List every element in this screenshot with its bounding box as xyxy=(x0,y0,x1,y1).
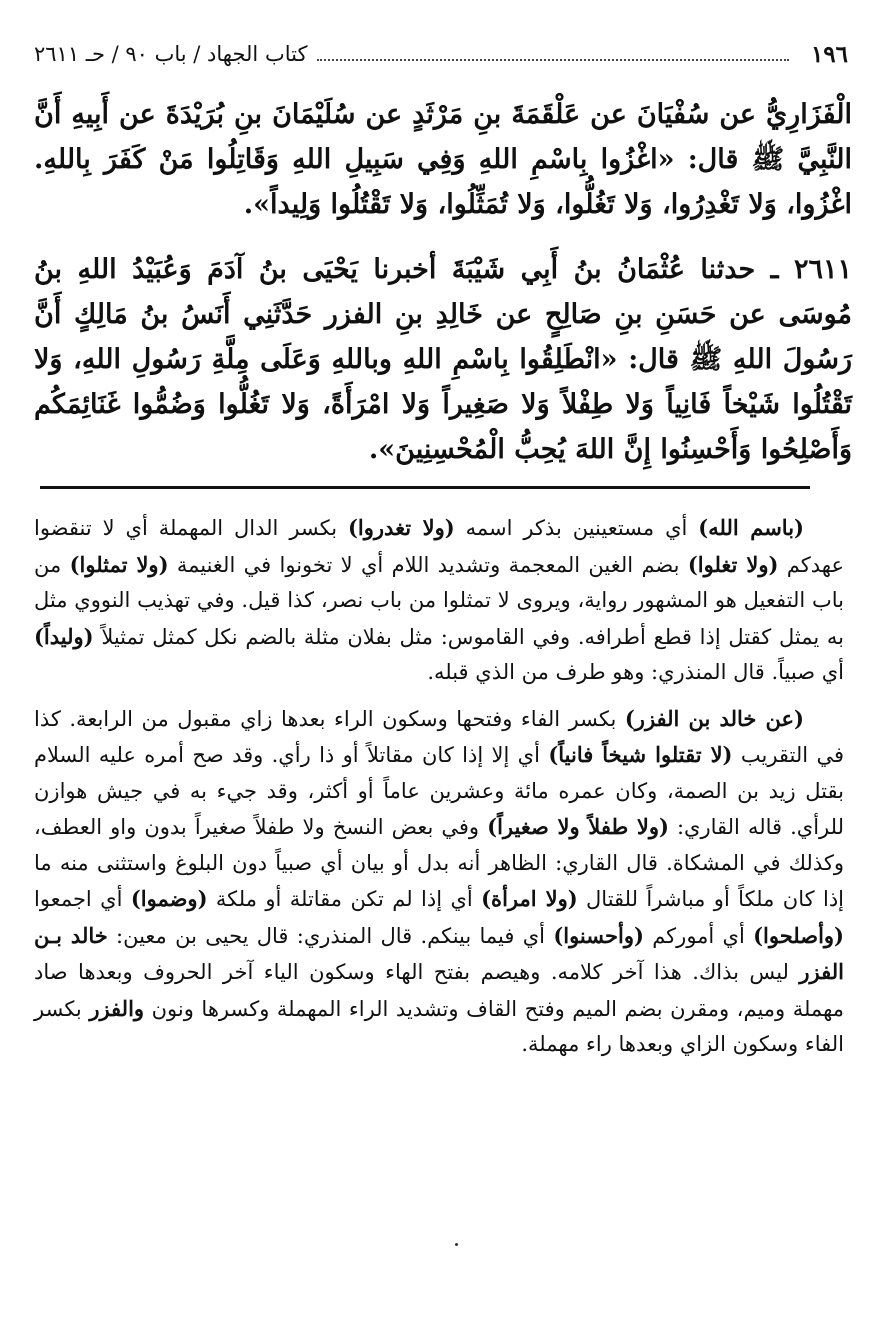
term: (وأصلحوا) xyxy=(753,922,844,948)
term: (عن خالد بن الفزر) xyxy=(624,705,804,731)
term: (ولا تمثلوا) xyxy=(69,551,169,577)
gloss: بكسر الفاء وفتحها وسكون الراء بعدها زاي مقبول من الرابعة. كذا في التقريب xyxy=(34,706,845,767)
hadith-number: ٢٦١١ xyxy=(794,254,853,285)
term: (وليداً) xyxy=(34,623,94,649)
hadith-2611-text: ـ حدثنا عُثْمَانُ بنُ أَبِي شَيْبَةَ أخبرنا يَحْيَى بنُ آدَمَ وَعُبَيْدُ اللهِ بنُ مُوسَى عن حَسَنِ بنِ صَالِحٍ عن خَالِدِ بنِ الفزر حَدَّثَنِي أَنَسُ بنُ مَالِكٍ أَنَّ رَسُولَ اللهِ ﷺ قال: «انْطَلِقُوا بِاسْمِ اللهِ وباللهِ وَعَلَى مِلَّةِ رَسُولِ اللهِ، وَلا تَقْتُلُوا شَيْخاً فَانِياً وَلا طِفْلاً وَلا صَغِيراً وَلا امْرَأَةً، وَلا تَغُلُّوا وَضُمُّوا غَنَائِمَكُم وَأَصْلِحُوا وَأَحْسِنُوا إِنَّ اللهَ يُحِبُّ الْمُحْسِنِينَ». xyxy=(34,254,852,465)
commentary-paragraph-1 xyxy=(34,510,844,691)
gloss: بكسر الفاء وسكون الزاي وبعدها راء مهملة. xyxy=(34,996,844,1056)
term: (ولا امرأة) xyxy=(481,886,578,911)
term: والفزر xyxy=(89,995,145,1021)
gloss: أي فيما بينكم. قال المنذري: قال يحيى بن معين: xyxy=(107,923,554,948)
gloss: من باب التفعيل هو المشهور رواية، ويروى لا تمثلوا من باب نصر، كذا قيل. وفي تهذيب النووي مثل به يمثل كقتل إذا قطع أطرافه. وفي القاموس: مثل بفلان مثلة بالضم نكل كمثل تمثيلاً xyxy=(34,552,844,649)
term: (وأحسنوا) xyxy=(553,922,644,948)
hadith-continuation: الْفَزَارِيُّ عن سُفْيَانَ عن عَلْقَمَةَ بنِ مَرْثَدٍ عن سُلَيْمَانَ بنِ بُرَيْدَةَ عن أَبِيهِ أَنَّ النَّبِيَّ ﷺ قال: «اغْزُوا بِاسْمِ اللهِ وَفِي سَبِيلِ اللهِ وَقَاتِلُوا مَنْ كَفَرَ بِاللهِ. اغْزُوا، وَلا تَغْدِرُوا، وَلا تَغُلُّوا، وَلا تُمَثِّلُوا، وَلا تَقْتُلُوا وَلِيداً». xyxy=(34,99,852,220)
gloss: ليس بذاك. هذا آخر كلامه. وهيصم بفتح الهاء وسكون الياء آخر الحروف وبعدها صاد مهملة وميم، ومقرن بضم الميم وفتح القاف وتشديد الراء المهملة وكسرها ونون xyxy=(34,960,844,1021)
term: (ولا تغدروا) xyxy=(348,515,455,540)
header-dotted-leader xyxy=(317,59,788,61)
term: (لا تقتلوا شيخاً فانياً) xyxy=(548,742,733,767)
gloss: أي اجمعوا xyxy=(34,887,131,911)
commentary-paragraph-2 xyxy=(34,701,844,1063)
gloss: أي مستعينين بذكر اسمه xyxy=(454,516,699,540)
footnote-separator xyxy=(40,486,810,489)
term: (باسم الله) xyxy=(698,515,804,540)
gloss: وفي بعض النسخ ولا طفلاً صغيراً بدون واو العطف، وكذلك في المشكاة. قال القاري: الظاهر أنه بدل أو بيان أي صبياً دون البلوغ واستثنى منه ما إذا كان ملكاً أو مباشراً للقتال xyxy=(34,815,844,911)
page-header xyxy=(34,38,848,70)
gloss: أي أموركم xyxy=(643,923,754,948)
gloss: بضم الغين المعجمة وتشديد اللام أي لا تخونوا في الغنيمة xyxy=(168,552,688,577)
term: (ولا طفلاً ولا صغيراً) xyxy=(487,814,669,839)
print-speck xyxy=(455,1243,458,1246)
hadith-text xyxy=(34,92,852,472)
commentary xyxy=(34,510,844,1063)
running-title: كتاب الجهاد / باب ٩٠ / حـ ٢٦١١ xyxy=(34,42,308,66)
term: (وضموا) xyxy=(130,886,208,911)
gloss: بكسر الدال المهملة أي لا تنقضوا عهدكم xyxy=(34,516,844,577)
term: (ولا تغلوا) xyxy=(687,551,779,577)
gloss: أي إلا إذا كان مقاتلاً أو ذا رأي. وقد صح أمره عليه السلام بقتل زيد بن الصمة، وكان عمره مائة وعشرين عاماً أو أكثر، وقد جيء به في جيش هوازن للرأي. قاله القاري: xyxy=(34,743,844,839)
term: خالد بـن الفزر xyxy=(34,922,844,984)
page-number: ١٩٦ xyxy=(810,40,848,68)
hadith-2611 xyxy=(34,247,852,472)
gloss: أي صبياً. قال المنذري: وهو طرف من الذي قبله. xyxy=(427,660,844,684)
gloss: أي إذا لم تكن مقاتلة أو ملكة xyxy=(207,887,482,911)
